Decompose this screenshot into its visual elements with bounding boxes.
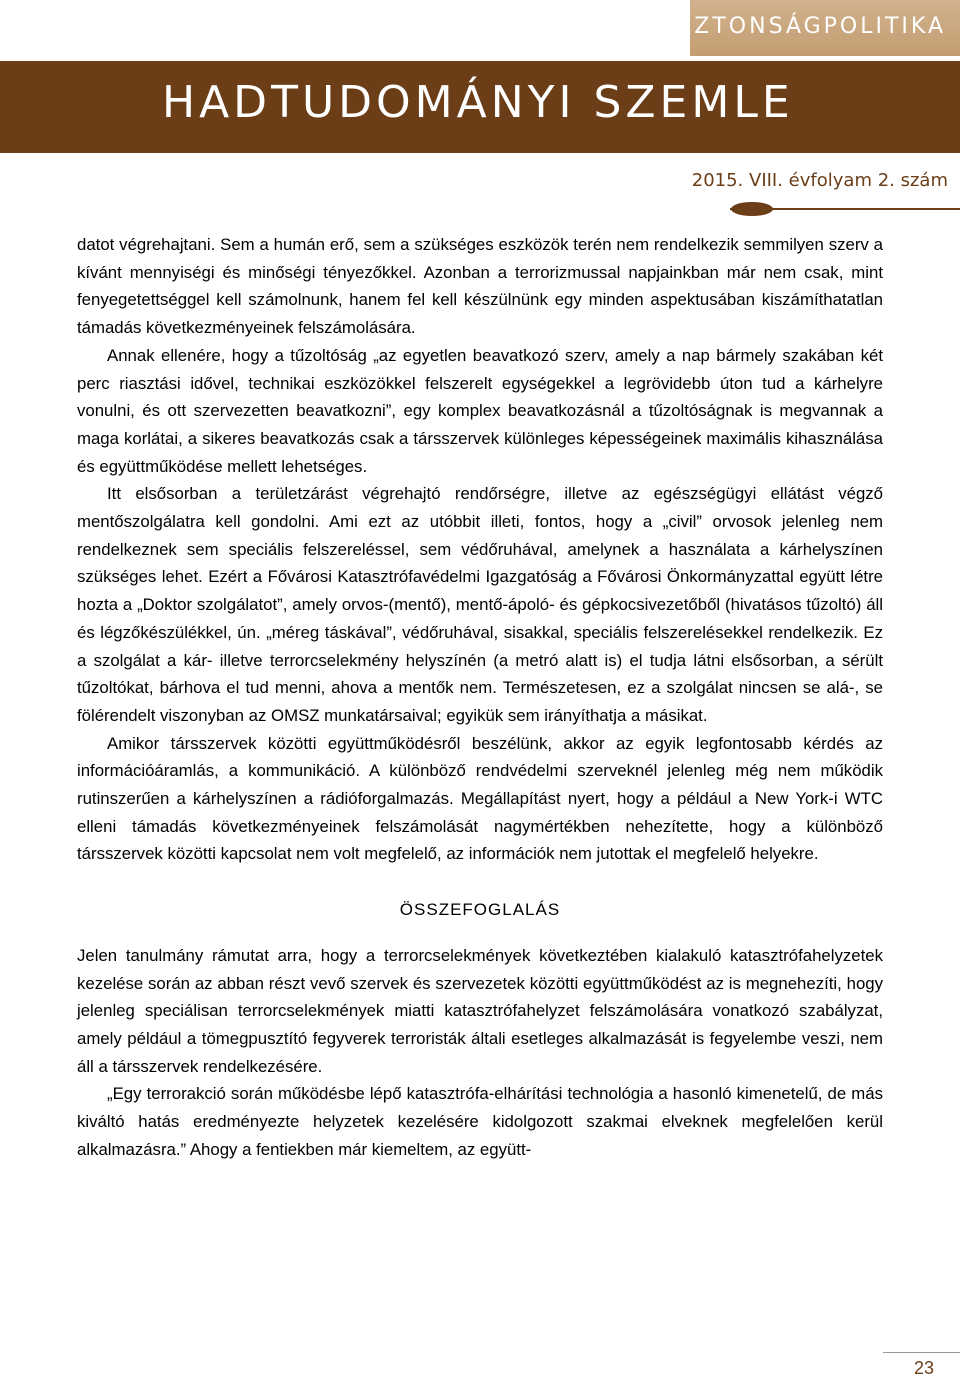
journal-title: HADTUDOMÁNYI SZEMLE: [162, 77, 794, 128]
section-banner: [666, 0, 960, 56]
paragraph: „Egy terrorakció során működésbe lépő katasztrófa-elhárítási technológia a hasonló kimenetelű, de más kiváltó hatás eredményezte helyzetek kezelésére kidolgozott szakmai elveknek megfelelően kerül alkalmazásra.” Ahogy a fentiekben már kiemeltem, az együtt-: [77, 1084, 883, 1159]
section-heading: ÖSSZEFOGLALÁS: [399, 900, 561, 920]
paragraph: Jelen tanulmány rámutat arra, hogy a terrorcselekmények következtében kialakuló katasztrófahelyzetek kezelése során az abban részt vevő szervek és szervezetek közötti együttműködést az is megnehezíti, hogy jelenleg speciálisan terrorcselekmények miatti katasztrófahelyzet felszámolására vonatkozó szabályzat, amely például a tömegpusztító fegyverek terroristák általi esetleges alkalmazását is fegyelembe veszi, nem áll a társszervek rendelkezésére.: [77, 945, 883, 1076]
paragraph: Annak ellenére, hogy a tűzoltóság „az egyetlen beavatkozó szerv, amely a nap bármely szakában két perc riasztási idővel, technikai eszközökkel felszerelt egységekkel a legrövidebb úton tud a kárhelyre vonulni, és ott szervezetten beavatkozni”, egy komplex beavatkozásnál a tűzoltóságnak is megvannak a maga korlátai, a sikeres beavatkozás csak a társszervek különleges képességeinek maximális kihasználása és együttműködése mellett lehetséges.: [77, 345, 883, 476]
header-divider-ornament: [731, 202, 773, 216]
section-label: BIZTONSÁGPOLITIKA: [666, 14, 946, 39]
paragraph: Itt elsősorban a területzárást végrehajtó rendőrségre, illetve az egészségügyi ellátást végző mentőszolgálatra kell gondolni. Ami ezt az utóbbit illeti, fontos, hogy a „civil” orvosok jelenleg nem rendelkeznek sem speciális felszereléssel, sem védőruhával, amelynek a használata a kárhelyszínen szükséges lehet. Ezért a Fővárosi Katasztrófavédelmi Igazgatóság a Fővárosi Önkormányzattal együtt létre hozta a „Doktor szolgálatot”, amely orvos-(mentő), mentő-ápoló- és gépkocsivezetőből (hivatásos tűzoltó) áll és légzőkészülékkel, ún. „méreg táskával”, védőruhával, sisakkal, speciális felszerelésekkel rendelkezik. Ez a szolgálat a kár- illetve terrorcselekmény helyszínén (a metró alatt is) el tudja látni elsősorban, a sérült tűzoltókat, bárhova el tud menni, ahova a mentők nem. Természetesen, ez a szolgálat nincsen se alá-, se fölérendelt viszonyban az OMSZ munkatársaival; egyikük sem irányíthatja a másikat.: [77, 484, 883, 725]
page-number: 23: [913, 1358, 934, 1378]
paragraph: datot végrehajtani. Sem a humán erő, sem a szükséges eszközök terén nem rendelkezik semmilyen szerv a kívánt mennyiségi és minőségi tényezőkkel. Azonban a terrorizmussal napjainkban már nem csak, mint fenyegetettséggel kell számolnunk, hanem fel kell készülnünk egy minden aspektusában kiszámíthatatlan támadás következményeinek felszámolására.: [77, 235, 883, 338]
article-body: [77, 231, 883, 1164]
issue-info: 2015. VIII. évfolyam 2. szám: [691, 170, 948, 191]
footer-divider: [883, 1352, 960, 1353]
paragraph: Amikor társszervek közötti együttműködésről beszélünk, akkor az egyik legfontosabb kérdés az információáramlás, a kommunikáció. A különböző rendvédelmi szerveknél jelenleg még nem működik rutinszerűen a kárhelyszínen a rádióforgalmazás. Megállapítást nyert, hogy a például a New York-i WTC elleni támadás következményeinek felszámolását nagymértékben nehezítette, hogy a különböző társszervek közötti kapcsolat nem volt megfelelő, az információk nem jutottak el megfelelő helyekre.: [77, 733, 883, 864]
journal-banner: [0, 61, 960, 153]
